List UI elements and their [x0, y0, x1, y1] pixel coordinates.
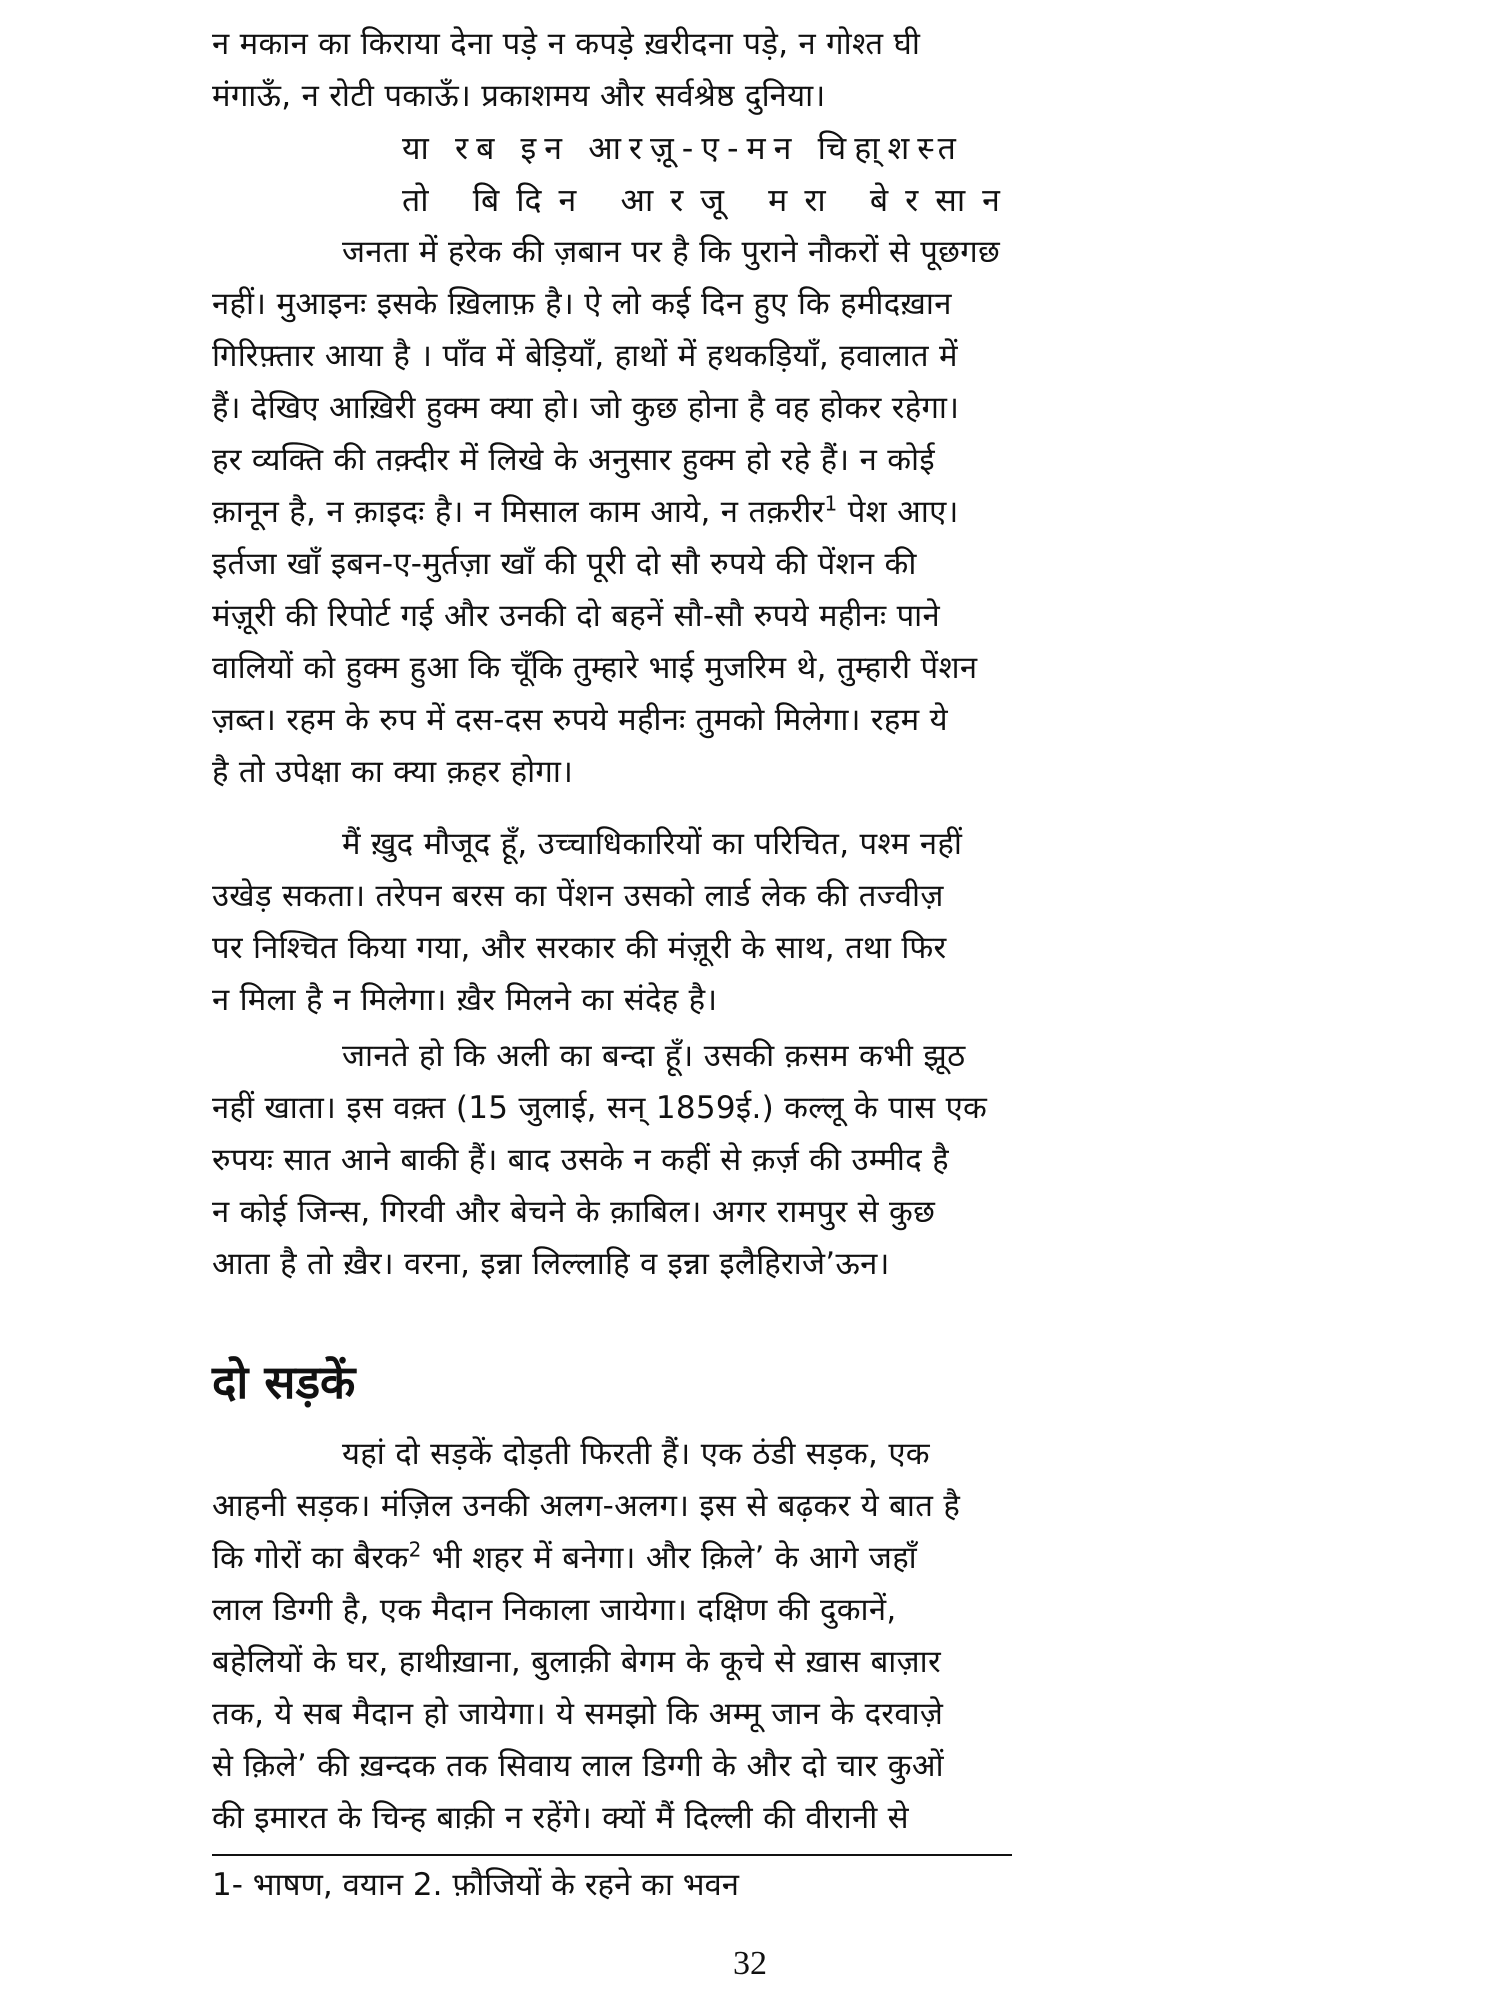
text-line: वालियों को हुक्म हुआ कि चूँकि तुम्हारे भाई मुजरिम थे, तुम्हारी पेंशन	[212, 650, 978, 686]
paragraph-2	[212, 818, 1312, 1026]
text-line: न मकान का किराया देना पड़े न कपड़े ख़रीदना पड़े, न गोश्त घी	[212, 26, 921, 62]
text-segment: क़ानून है, न क़ाइदः है। न मिसाल काम आये, न तक़रीर	[212, 494, 825, 530]
text-line: है तो उपेक्षा का क्या क़हर होगा।	[212, 754, 574, 790]
footnote-marker: 1	[824, 491, 838, 516]
text-line: पर निश्चित किया गया, और सरकार की मंज़ूरी के साथ, तथा फिर	[212, 930, 947, 966]
verse-line: या रब इन आरज़ू-ए-मन चिहा्शस्त	[402, 129, 964, 167]
text-line: आता है तो ख़ैर। वरना, इन्ना लिल्लाहि व इन्ना इलैहिराजे’ऊन।	[212, 1246, 890, 1282]
text-line: मैं ख़ुद मौजूद हूँ, उच्चाधिकारियों का परिचित, पश्म नहीं	[342, 826, 963, 862]
text-line: से क़िले’ की ख़न्दक तक सिवाय लाल डिग्गी के और दो चार कुओं	[212, 1748, 944, 1784]
text-segment: कि गोरों का बैरक	[212, 1540, 409, 1576]
text-line: जनता में हरेक की ज़बान पर है कि पुराने नौकरों से पूछगछ	[342, 234, 1000, 270]
text-line: हर व्यक्ति की तक़्दीर में लिखे के अनुसार हुक्म हो रहे हैं। न कोई	[212, 442, 935, 478]
text-line: लाल डिग्गी है, एक मैदान निकाला जायेगा। दक्षिण की दुकानें,	[212, 1592, 897, 1628]
text-line: नहीं खाता। इस वक़्त (15 जुलाई, सन् 1859ई.) कल्लू के पास एक	[212, 1090, 988, 1126]
text-line: रुपयः सात आने बाकी हैं। बाद उसके न कहीं से क़र्ज़ की उम्मीद है	[212, 1142, 949, 1178]
paragraph-3	[212, 1030, 1312, 1290]
text-line: उखेड़ सकता। तरेपन बरस का पेंशन उसको लार्ड लेक की तज्वीज़	[212, 878, 944, 914]
verse-line: तो बिदिन आरजू मरा बेरसान	[402, 181, 1017, 219]
footnote-marker: 2	[408, 1537, 422, 1562]
text-line: की इमारत के चिन्ह बाक़ी न रहेंगे। क्यों मैं दिल्ली की वीरानी से	[212, 1800, 909, 1836]
text-line: तक, ये सब मैदान हो जायेगा। ये समझो कि अम्मू जान के दरवाज़े	[212, 1696, 944, 1732]
text-line: गिरिफ़्तार आया है । पाँव में बेड़ियाँ, हाथों में हथकड़ियाँ, हवालात में	[212, 338, 958, 374]
text-segment: पेश आए।	[837, 494, 959, 530]
text-line-with-footnote	[212, 486, 1312, 538]
text-line: बहेलियों के घर, हाथीख़ाना, बुलाक़ी बेगम के कूचे से ख़ास बाज़ार	[212, 1644, 941, 1680]
footnote-divider	[212, 1854, 1012, 1856]
text-segment: भी शहर में बनेगा। और क़िले’ के आगे जहाँ	[421, 1540, 917, 1576]
paragraph-1	[212, 226, 1312, 798]
text-line: मंगाऊँ, न रोटी पकाऊँ। प्रकाशमय और सर्वश्रेष्ठ दुनिया।	[212, 78, 826, 114]
section-heading: दो सड़कें	[212, 1355, 356, 1409]
text-line: यहां दो सड़कें दोड़ती फिरती हैं। एक ठंडी सड़क, एक	[342, 1436, 930, 1472]
text-line: ज़ब्त। रहम के रुप में दस-दस रुपये महीनः तुमको मिलेगा। रहम ये	[212, 702, 948, 738]
text-line-with-footnote	[212, 1532, 1312, 1584]
opening-text	[212, 18, 1312, 226]
text-line: इर्तजा खाँ इबन-ए-मुर्तज़ा खाँ की पूरी दो सौ रुपये की पेंशन की	[212, 546, 917, 582]
text-line: न कोई जिन्स, गिरवी और बेचने के क़ाबिल। अगर रामपुर से कुछ	[212, 1194, 936, 1230]
paragraph-4	[212, 1428, 1312, 1844]
footnote: 1- भाषण, वयान 2. फ़ौजियों के रहने का भवन	[212, 1867, 739, 1903]
page-number: 32	[733, 1945, 767, 1982]
text-line: जानते हो कि अली का बन्दा हूँ। उसकी क़सम कभी झूठ	[342, 1038, 966, 1074]
text-line: न मिला है न मिलेगा। ख़ैर मिलने का संदेह है।	[212, 982, 718, 1018]
text-line: नहीं। मुआइनः इसके ख़िलाफ़ है। ऐ लो कई दिन हुए कि हमीदख़ान	[212, 286, 952, 322]
text-line: हैं। देखिए आख़िरी हुक्म क्या हो। जो कुछ होना है वह होकर रहेगा।	[212, 390, 960, 426]
text-line: आहनी सड़क। मंज़िल उनकी अलग-अलग। इस से बढ़कर ये बात है	[212, 1488, 961, 1524]
text-line: मंज़ूरी की रिपोर्ट गई और उनकी दो बहनें सौ-सौ रुपये महीनः पाने	[212, 598, 941, 634]
